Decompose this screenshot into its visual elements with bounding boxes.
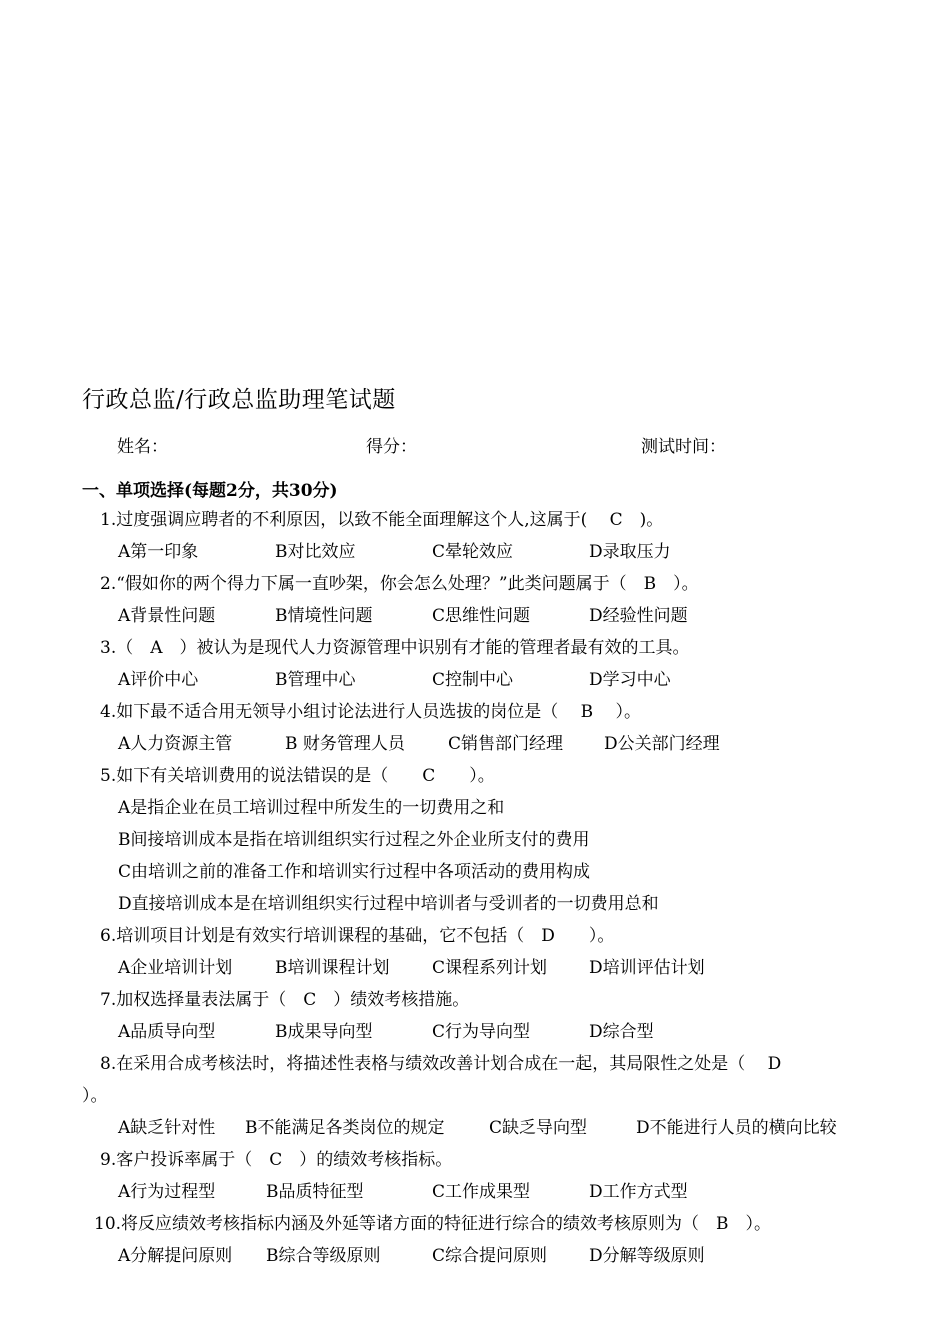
option-b: B成果导向型	[275, 1022, 373, 1042]
question-6: 6.培训项目计划是有效实行培训课程的基础，它不包括（ D ）。	[100, 926, 615, 946]
option-a: A人力资源主管	[118, 734, 233, 754]
question-10: 10.将反应绩效考核指标内涵及外延等诸方面的特征进行综合的绩效考核原则为（ B ）。	[94, 1214, 772, 1234]
option-c: C销售部门经理	[448, 734, 564, 754]
option-c: C工作成果型	[432, 1182, 531, 1202]
document-title: 行政总监/行政总监助理笔试题	[82, 387, 396, 413]
question-3: 3.（ A ）被认为是现代人力资源管理中识别有才能的管理者最有效的工具。	[100, 638, 690, 658]
option-a: A品质导向型	[118, 1022, 216, 1042]
option-b: B对比效应	[275, 542, 356, 562]
test-time-field-label: 测试时间：	[641, 437, 726, 457]
section-heading: 一、单项选择(每题2分，共30分)	[82, 481, 338, 501]
question-3-options	[82, 664, 882, 696]
option-d: D不能进行人员的横向比较	[636, 1118, 837, 1138]
option-a: A行为过程型	[118, 1182, 216, 1202]
question-4: 4.如下最不适合用无领导小组讨论法进行人员选拔的岗位是（ B ）。	[100, 702, 642, 722]
option-b: B 财务管理人员	[285, 734, 405, 754]
score-field-label: 得分：	[366, 437, 417, 457]
question-7-options	[82, 1016, 882, 1048]
option-a: A企业培训计划	[118, 958, 233, 978]
option-c: C缺乏导向型	[489, 1118, 588, 1138]
option-b: B情境性问题	[275, 606, 373, 626]
option-a: A评价中心	[118, 670, 199, 690]
option-b: B培训课程计划	[275, 958, 390, 978]
option-c: C综合提问原则	[432, 1246, 548, 1266]
option-a: A第一印象	[118, 542, 199, 562]
question-7: 7.加权选择量表法属于（ C ）绩效考核措施。	[100, 990, 470, 1010]
option-a: A缺乏针对性	[118, 1118, 216, 1138]
option-a: A是指企业在员工培训过程中所发生的一切费用之和	[118, 798, 505, 818]
question-9: 9.客户投诉率属于（ C ）的绩效考核指标。	[100, 1150, 453, 1170]
option-d: D录取压力	[589, 542, 671, 562]
option-b: B管理中心	[275, 670, 356, 690]
option-d: D学习中心	[589, 670, 671, 690]
question-5: 5.如下有关培训费用的说法错误的是（ C ）。	[100, 766, 495, 786]
option-c: C课程系列计划	[432, 958, 548, 978]
question-4-options	[82, 728, 882, 760]
option-d: D公关部门经理	[604, 734, 720, 754]
option-b: B间接培训成本是指在培训组织实行过程之外企业所支付的费用	[118, 830, 590, 850]
question-list	[82, 504, 882, 1272]
option-d: D经验性问题	[589, 606, 688, 626]
question-2-options	[82, 600, 882, 632]
option-c: C晕轮效应	[432, 542, 514, 562]
question-9-options	[82, 1176, 882, 1208]
option-d: D分解等级原则	[589, 1246, 705, 1266]
name-field-label: 姓名：	[117, 437, 168, 457]
option-a: A分解提问原则	[118, 1246, 233, 1266]
question-8-continuation: ）。	[82, 1086, 108, 1106]
question-8: 8.在采用合成考核法时，将描述性表格与绩效改善计划合成在一起，其局限性之处是（ D	[100, 1054, 782, 1074]
question-1: 1.过度强调应聘者的不利原因，以致不能全面理解这个人,这属于( C )。	[100, 510, 664, 530]
option-b: B品质特征型	[266, 1182, 364, 1202]
option-d: D直接培训成本是在培训组织实行过程中培训者与受训者的一切费用总和	[118, 894, 659, 914]
question-2: 2.“假如你的两个得力下属一直吵架，你会怎么处理？”此类问题属于（ B ）。	[100, 574, 699, 594]
question-8-options	[82, 1112, 882, 1144]
option-c: C控制中心	[432, 670, 514, 690]
option-b: B不能满足各类岗位的规定	[245, 1118, 445, 1138]
question-1-options	[82, 536, 882, 568]
option-b: B综合等级原则	[266, 1246, 381, 1266]
question-6-options	[82, 952, 882, 984]
option-c: C思维性问题	[432, 606, 531, 626]
option-d: D培训评估计划	[589, 958, 705, 978]
option-d: D工作方式型	[589, 1182, 688, 1202]
option-c: C行为导向型	[432, 1022, 531, 1042]
option-c: C由培训之前的准备工作和培训实行过程中各项活动的费用构成	[118, 862, 591, 882]
option-d: D综合型	[589, 1022, 654, 1042]
option-a: A背景性问题	[118, 606, 216, 626]
question-10-options	[82, 1240, 882, 1272]
